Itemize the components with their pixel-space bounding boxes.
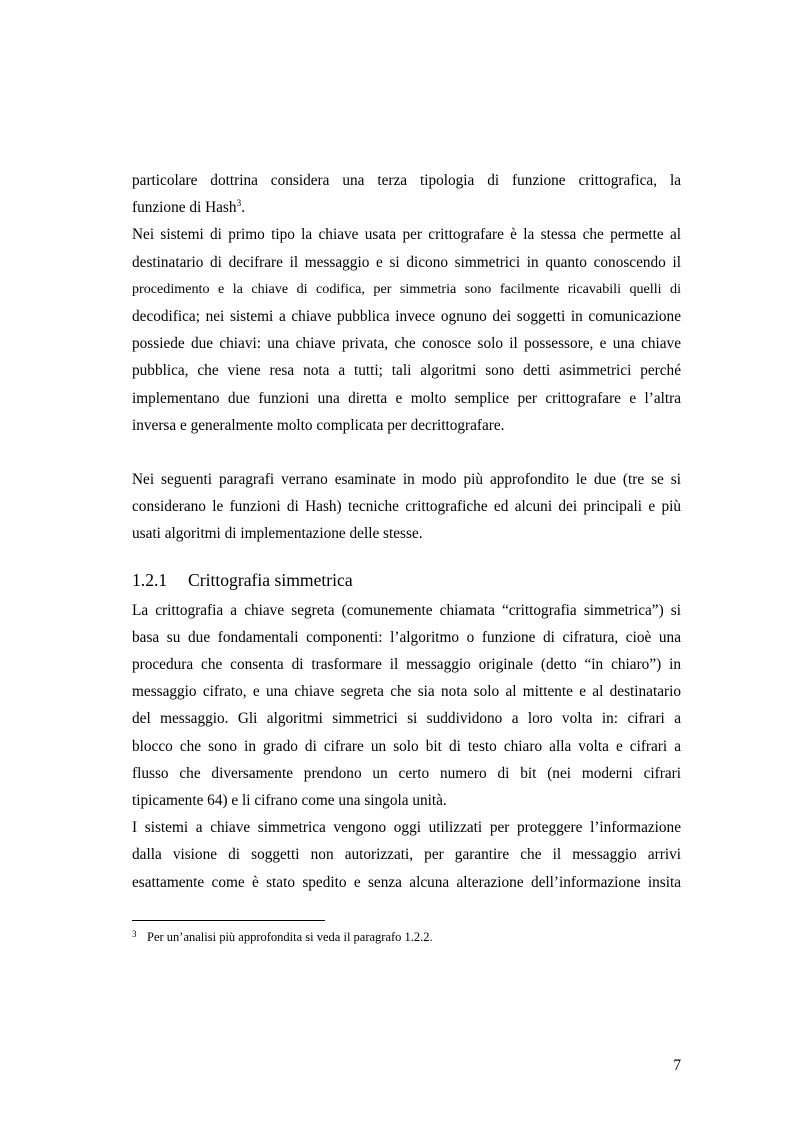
- footnote-rule: [132, 920, 325, 921]
- page-body: [132, 167, 681, 896]
- text-line-last: tipicamente 64) e li cifrano come una singola unità.: [132, 792, 447, 810]
- text-line: messaggio cifrato, e una chiave segreta che sia nota solo al mittente e al destinatario: [132, 683, 681, 701]
- text-line: blocco che sono in grado di cifrare un solo bit di testo chiaro alla volta e cifrari a: [132, 737, 681, 755]
- paragraph-1: [132, 167, 681, 221]
- text-line-last: inversa e generalmente molto complicata per decrittografare.: [132, 416, 505, 434]
- text-line: possiede due chiavi: una chiave privata, che conosce solo il possessore, e una chiave: [132, 335, 681, 353]
- footnote: 3 Per un’analisi più approfondita si veda il paragrafo 1.2.2.: [132, 929, 433, 944]
- hash-text: funzione di Hash: [132, 199, 237, 217]
- footnote-reference[interactable]: 3: [236, 199, 242, 210]
- text-line: La crittografia a chiave segreta (comunemente chiamata “crittografia simmetrica”) si: [132, 601, 681, 619]
- text-line: procedura che consenta di trasformare il messaggio originale (detto “in chiaro”) in: [132, 656, 681, 674]
- text-line-last: usati algoritmi di implementazione delle stesse.: [132, 525, 423, 543]
- paragraph-4: [132, 597, 681, 815]
- text-line: flusso che diversamente prendono un certo numero di bit (nei moderni cifrari: [132, 764, 681, 782]
- period: .: [241, 199, 246, 217]
- paragraph-2: [132, 221, 681, 439]
- page-number: 7: [673, 1057, 681, 1074]
- text-line: particolare dottrina considera una terza tipologia di funzione crittografica, la: [132, 172, 681, 189]
- paragraph-3: [132, 466, 681, 548]
- section-heading: [132, 567, 681, 594]
- text-line: esattamente come è stato spedito e senza alcuna alterazione dell’informazione insita: [132, 873, 681, 891]
- text-line: basa su due fondamentali componenti: l’algoritmo o funzione di cifratura, cioè una: [132, 628, 681, 646]
- text-line: I sistemi a chiave simmetrica vengono oggi utilizzati per proteggere l’informazione: [132, 819, 681, 837]
- paragraph-gap: [132, 439, 681, 466]
- text-line: Nei seguenti paragrafi verrano esaminate in modo più approfondito le due (tre se si: [132, 471, 681, 489]
- section-number: 1.2.1: [132, 569, 168, 590]
- text-line: Nei sistemi di primo tipo la chiave usata per crittografare è la stessa che permette al: [132, 226, 681, 244]
- text-line: decodifica; nei sistemi a chiave pubblica invece ognuno dei soggetti in comunicazione: [132, 308, 681, 326]
- section-title: Crittografia simmetrica: [188, 569, 353, 590]
- footnote-text: Per un’analisi più approfondita si veda il paragrafo 1.2.2.: [147, 930, 433, 944]
- text-line: considerano le funzioni di Hash) tecniche crittografiche ed alcuni dei principali e più: [132, 498, 681, 516]
- text-line: del messaggio. Gli algoritmi simmetrici si suddividono a loro volta in: cifrari a: [132, 710, 681, 728]
- text-line: implementano due funzioni una diretta e molto semplice per crittografare e l’altra: [132, 389, 681, 407]
- text-line: pubblica, che viene resa nota a tutti; tali algoritmi sono detti asimmetrici perché: [132, 362, 681, 380]
- text-line: destinatario di decifrare il messaggio e si dicono simmetrici in quanto conoscendo il: [132, 253, 681, 271]
- text-line: procedimento e la chiave di codifica, per simmetria sono facilmente ricavabili quelli di: [132, 280, 681, 297]
- text-line: dalla visione di soggetti non autorizzati, per garantire che il messaggio arrivi: [132, 846, 681, 864]
- text-line-last: [132, 194, 681, 221]
- paragraph-5: [132, 814, 681, 896]
